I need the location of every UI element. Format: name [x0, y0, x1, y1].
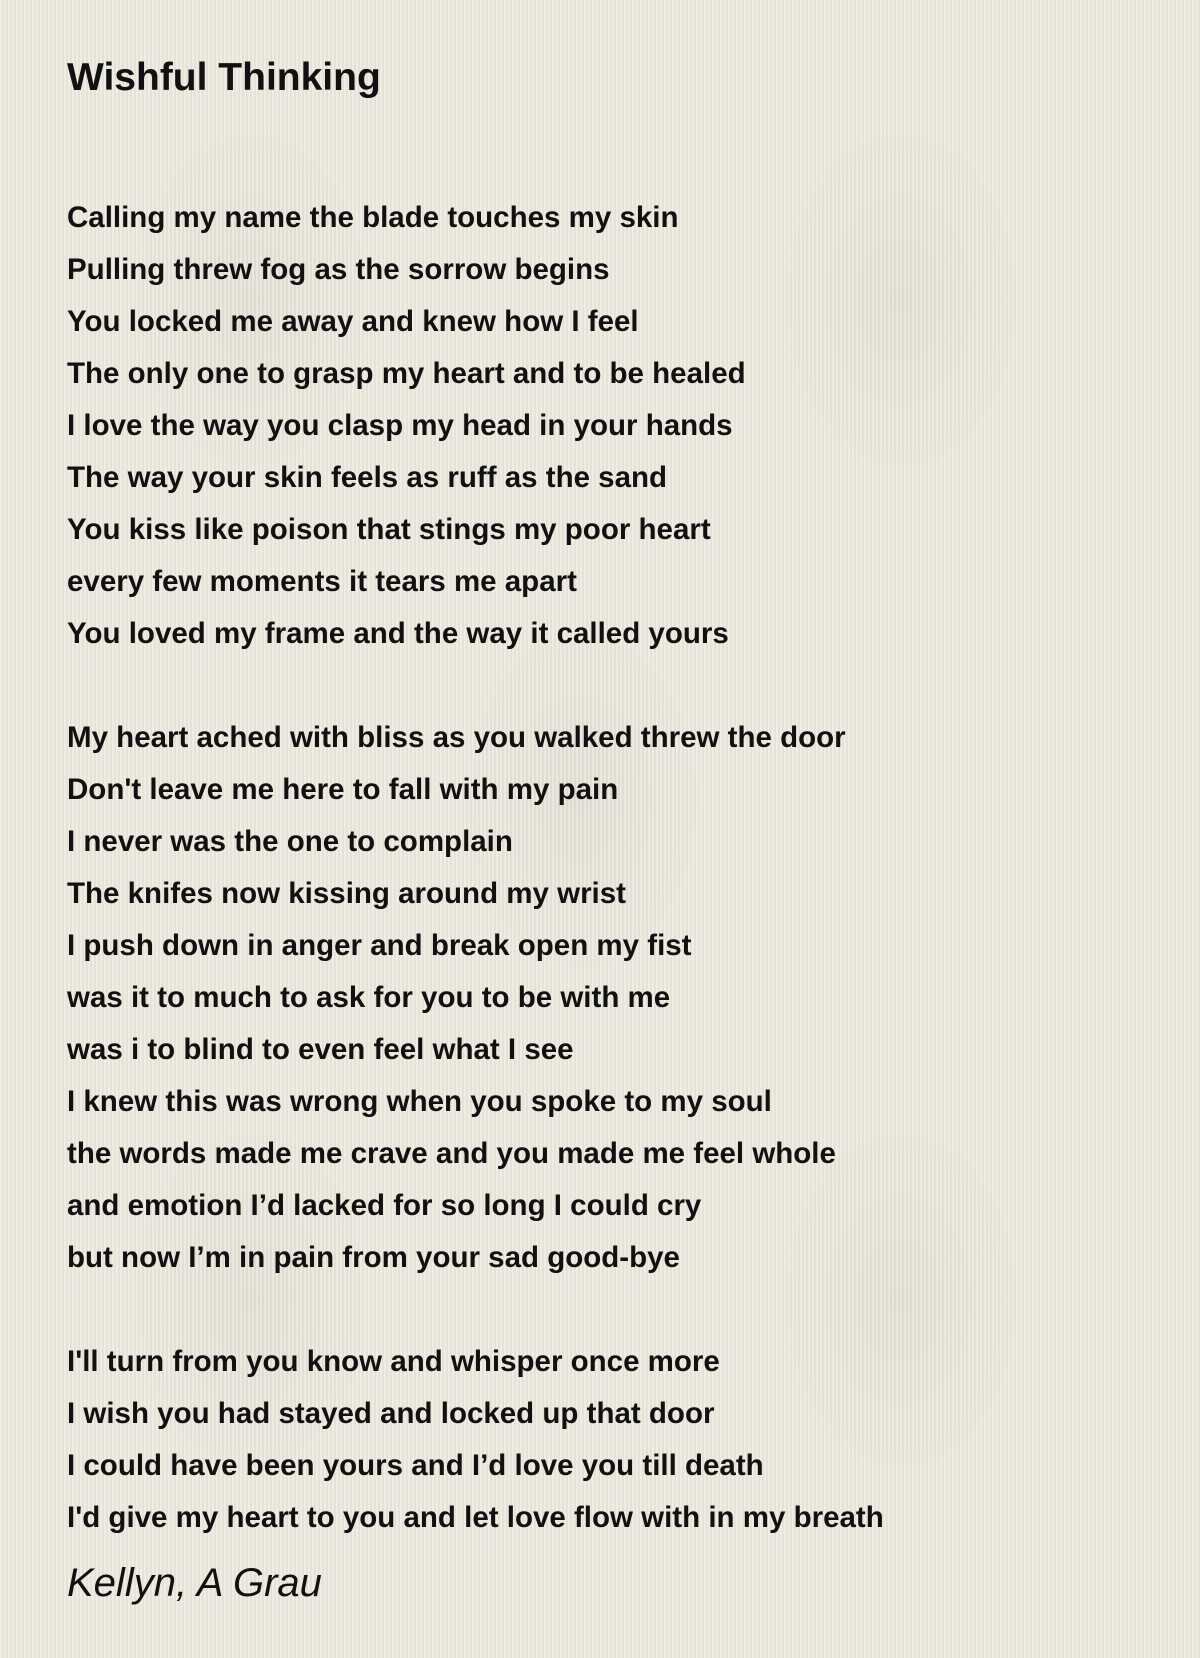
stanza-3 [67, 1336, 1147, 1544]
poem-line: but now I’m in pain from your sad good-bye [67, 1241, 680, 1274]
poem-line: I'd give my heart to you and let love flow with in my breath [67, 1501, 884, 1534]
poem-line: My heart ached with bliss as you walked threw the door [67, 721, 846, 754]
poem-line: You kiss like poison that stings my poor heart [67, 513, 711, 546]
poem-line: I'll turn from you know and whisper once more [67, 1345, 720, 1378]
poem-line: You locked me away and knew how I feel [67, 305, 639, 338]
poem-line: I push down in anger and break open my fist [67, 929, 692, 962]
poem-page [67, 48, 1147, 1596]
poem-line: every few moments it tears me apart [67, 565, 577, 598]
poem-line: I love the way you clasp my head in your hands [67, 409, 733, 442]
poem-line: I knew this was wrong when you spoke to my soul [67, 1085, 772, 1118]
stanza-2 [67, 712, 1147, 1284]
poem-body [67, 192, 1147, 1544]
poem-line: I could have been yours and I’d love you till death [67, 1449, 764, 1482]
poem-line: Pulling threw fog as the sorrow begins [67, 253, 610, 286]
poem-line: and emotion I’d lacked for so long I could cry [67, 1189, 702, 1222]
poem-title: Wishful Thinking [67, 56, 381, 99]
poem-line: was i to blind to even feel what I see [67, 1033, 574, 1066]
poem-line: I never was the one to complain [67, 825, 513, 858]
poem-line: Calling my name the blade touches my skin [67, 201, 679, 234]
poem-line: was it to much to ask for you to be with me [67, 981, 671, 1014]
poem-line: I wish you had stayed and locked up that door [67, 1397, 715, 1430]
stanza-1 [67, 192, 1147, 660]
poem-line: The knifes now kissing around my wrist [67, 877, 626, 910]
poem-line: The way your skin feels as ruff as the sand [67, 461, 668, 494]
poem-line: The only one to grasp my heart and to be healed [67, 357, 746, 390]
poem-author: Kellyn, A Grau [67, 1561, 322, 1605]
poem-line: the words made me crave and you made me feel whole [67, 1137, 836, 1170]
poem-line: You loved my frame and the way it called yours [67, 617, 729, 650]
poem-line: Don't leave me here to fall with my pain [67, 773, 619, 806]
